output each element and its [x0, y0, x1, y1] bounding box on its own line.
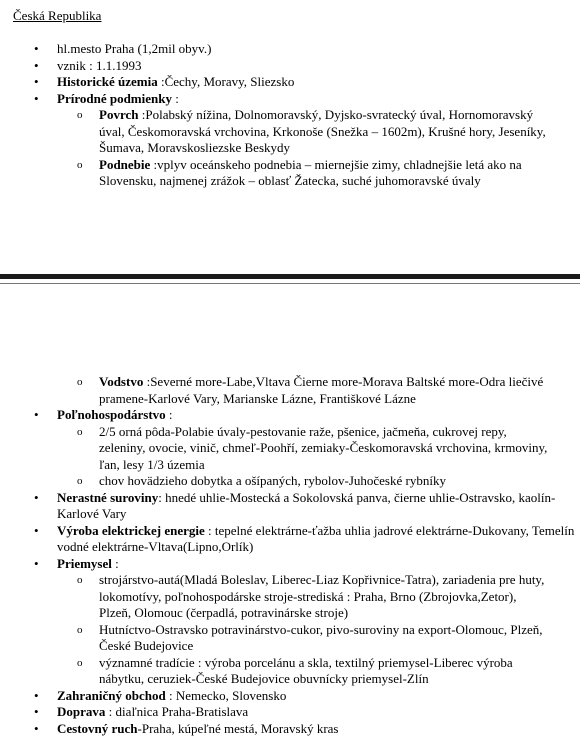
minerals-text: : hnedé uhlie-Mostecká a Sokolovská panva, čierne uhlie-Ostravsko, kaolín-Karlové Vary	[57, 489, 556, 521]
sublist-item-relief	[99, 107, 580, 157]
water-label: Vodstvo	[99, 374, 144, 389]
engineering-text: strojárstvo-autá(Mladá Boleslav, Liberec-Liaz Kopřivnice-Tatra), zariadenia pre huty, lokomotívy, poľnohospodárske stroje-strediská : Praha, Brno (Zbrojovka,Zetor), Plzeň, Olomouc (čerpadlá, potravinárske stroje)	[99, 572, 545, 620]
nature-text: :	[171, 90, 179, 106]
trade-text: : Nemecko, Slovensko	[165, 687, 287, 703]
climate-text: :vplyv oceánskeho podnebia – miernejšie zimy, chladnejšie letá ako na Slovensku, najmenej zrážok – oblasť Žatecka, suché juhomoravské úvaly	[99, 156, 522, 188]
livestock-text: chov hovädzieho dobytka a ošípaných, rybolov-Juhočeské rybníky	[99, 473, 446, 488]
founded-text: vznik : 1.1.1993	[57, 57, 142, 73]
crops-text: 2/5 orná pôda-Polabie úvaly-pestovanie raže, pšenice, jačmeňa, cukrovej repy, zeleniny, ovocie, vinič, chmeľ-Poohří, zemiaky-Českomoravská vrchovina, krmoviny, ľan, lesy 1/3 územia	[99, 423, 548, 472]
power-label: Výroba elektrickej energie	[57, 522, 205, 538]
climate-label: Podnebie	[99, 156, 151, 172]
sublist-item-climate	[99, 157, 580, 190]
document-page-1	[0, 0, 580, 268]
transport-text: : diaľnica Praha-Bratislava	[105, 704, 249, 719]
list-item-capital	[57, 41, 580, 58]
metallurgy-text: Hutníctvo-Ostravsko potravinárstvo-cukor, pivo-suroviny na export-Olomouc, Plzeň, České Budejovice	[99, 621, 543, 653]
list-item-trade	[57, 688, 580, 705]
main-list-page-1	[0, 41, 580, 190]
list-item-minerals	[57, 490, 580, 523]
sublist-item-crops	[99, 424, 580, 474]
industry-label: Priemysel	[57, 555, 112, 571]
minerals-label: Nerastné suroviny	[57, 489, 159, 505]
capital-text: hl.mesto Praha (1,2mil obyv.)	[57, 41, 212, 56]
list-item-transport	[57, 704, 580, 721]
document-page-2	[0, 290, 580, 748]
nature-label: Prírodné podmienky	[57, 90, 172, 106]
list-item-tourism	[57, 721, 580, 738]
list-item-agriculture	[57, 407, 580, 490]
list-item-industry	[57, 556, 580, 688]
tourism-text: -Praha, kúpeľné mestá, Moravský kras	[137, 720, 339, 736]
tourism-label: Cestovný ruch	[57, 720, 138, 736]
list-item-power	[57, 523, 580, 556]
historic-label: Historické územia	[57, 74, 158, 89]
sublist-item-water	[99, 374, 580, 407]
list-item-historic	[57, 74, 580, 91]
main-list-page-2	[0, 374, 580, 737]
sublist-item-metallurgy	[99, 622, 580, 655]
sublist-item-engineering	[99, 572, 580, 622]
list-item-nature	[57, 91, 580, 190]
list-item-continued	[57, 374, 580, 407]
document-title: Česká Republika	[13, 8, 102, 23]
agriculture-text: :	[165, 407, 173, 422]
agriculture-label: Poľnohospodárstvo	[57, 407, 166, 422]
relief-text: :Polabský nížina, Dolnomoravský, Dyjsko-svratecký úval, Hornomoravský úval, Českomoravská vrchovina, Krkonoše (Snežka – 1602m), Krušné hory, Jeseníky, Šumava, Moravskosliezske Beskydy	[99, 107, 546, 155]
power-text: : tepelné elektrárne-ťažba uhlia jadrové elektrárne-Dukovany, Temelín vodné elektrárne-Vltava(Lipno,Orlík)	[57, 522, 575, 554]
page-break-bar	[0, 274, 580, 279]
traditions-text: významné tradície : výroba porcelánu a skla, textilný priemysel-Liberec výroba nábytku, ceruziek-České Budejovice obuvnícky priemysel-Zlín	[99, 654, 513, 686]
sublist-item-traditions	[99, 655, 580, 688]
relief-label: Povrch	[99, 107, 139, 122]
list-item-founded	[57, 58, 580, 75]
trade-label: Zahraničný obchod	[57, 687, 166, 703]
historic-text: :Čechy, Moravy, Sliezsko	[157, 74, 295, 89]
transport-label: Doprava	[57, 704, 106, 719]
page-break-line	[0, 283, 580, 284]
industry-text: :	[111, 555, 119, 571]
sublist-item-livestock	[99, 473, 580, 490]
water-text: :Severné more-Labe,Vltava Čierne more-Morava Baltské more-Odra liečivé pramene-Karlové Vary, Marianske Lázne, Františkové Lázne	[99, 374, 544, 406]
